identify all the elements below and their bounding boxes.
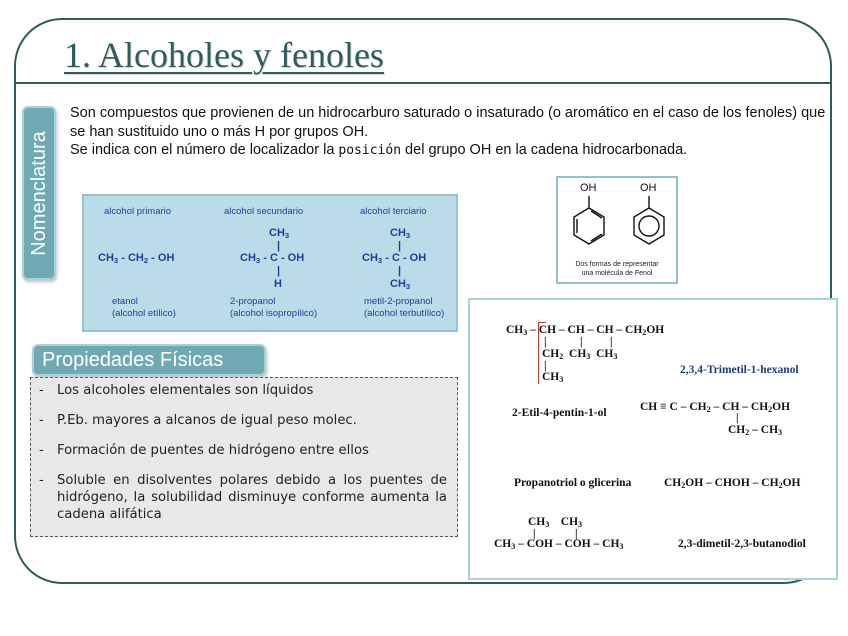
tertiary-alt-name: (alcohol terbutílico) xyxy=(364,308,445,319)
phenol-kekule-icon xyxy=(574,196,604,244)
ex3-formula: $CH_2OH$ – CHOH – $CH_2OH$ xyxy=(664,477,801,490)
ethanol-formula: $CH_3 - CH_2$ - OH xyxy=(98,252,175,265)
properties-list xyxy=(39,382,447,523)
property-item: - Los alcoholes elementales son líquidos xyxy=(39,382,447,399)
primary-name: etanol xyxy=(112,296,138,307)
isopropanol-top-group: $CH_3$ xyxy=(269,227,290,240)
ex3-name: Propanotriol o glicerina xyxy=(514,477,632,489)
primary-label: alcohol primario xyxy=(104,206,172,217)
terbutanol-formula: $CH_3$ - C - OH xyxy=(362,252,427,265)
terbutanol-top-group: $CH_3$ xyxy=(390,227,411,240)
phenol-oh-label-1: OH xyxy=(580,182,597,194)
property-item: - P.Eb. mayores a alcanos de igual peso molec. xyxy=(39,412,447,429)
phenol-aromatic-icon xyxy=(634,196,664,244)
tertiary-label: alcohol terciario xyxy=(360,206,427,217)
ex4-methyls: $CH_3$ $CH_3$ xyxy=(528,516,583,529)
properties-heading: Propiedades Físicas xyxy=(32,344,266,376)
ex4-formula: $CH_3$ – COH – COH – $CH_3$ xyxy=(494,538,624,551)
ex4-name: 2,3-dimetil-2,3-butanodiol xyxy=(678,538,806,550)
properties-box xyxy=(30,377,458,537)
examples-box: $CH_3$ – CH – CH – CH – $CH_2OH$ | | | $CH_2$ $CH_3$ $CH_3$ | $CH_3$ 2,3,4-Trimetil-1-hexanol 2-Etil-4-pentin-1-ol CH ≡ C – $CH_2$ – CH – $CH_2OH$ | $CH_2 - CH_3$ Propanotriol o glicerina $CH_2OH$ – CHOH – $CH_2OH$ $CH_3$ $CH_3$ | | $CH_3$ – COH – COH – $CH_3$ 2,3-dimetil-2,3-butanodiol xyxy=(468,298,838,580)
ex1-name: 2,3,4-Trimetil-1-hexanol xyxy=(680,364,799,376)
intro-line-1: Son compuestos que provienen de un hidrocarburo saturado o insaturado (o aromático en el caso de los fenoles) que se han sustituido uno o más H por grupos OH. xyxy=(70,105,826,140)
intro-line-2: Se indica con el número de localizador la posición del grupo OH en la cadena hidrocarbonada. xyxy=(70,142,688,158)
ex1-main-chain: $CH_3$ – CH – CH – CH – $CH_2OH$ xyxy=(506,324,665,337)
slide-title: 1. Alcoholes y fenoles xyxy=(64,35,384,75)
primary-alt-name: (alcohol etílico) xyxy=(112,308,176,319)
ex2-ethyl: $CH_2 - CH_3$ xyxy=(728,424,783,437)
terbutanol-bottom-group: $CH_3$ xyxy=(390,278,411,291)
ex1-substituents: $CH_2$ $CH_3$ $CH_3$ xyxy=(542,348,618,361)
nomenclatura-tab xyxy=(22,106,56,280)
nomenclatura-tab-label: Nomenclatura xyxy=(27,130,50,256)
phenol-structures xyxy=(558,192,676,264)
ex2-formula: CH ≡ C – $CH_2$ – CH – $CH_2OH$ xyxy=(640,401,791,414)
phenol-oh-label-2: OH xyxy=(640,182,657,194)
secondary-alt-name: (alcohol isopropílico) xyxy=(230,308,318,319)
isopropanol-formula: $CH_3$ - C - OH xyxy=(240,252,305,265)
property-item: - Formación de puentes de hidrógeno entre ellos xyxy=(39,442,447,459)
isopropanol-bottom-group: H xyxy=(274,278,282,290)
alcohol-types-box: alcohol primario alcohol secundario alcohol terciario $CH_3 - CH_2$ - OH $CH_3$ | $CH_3$ - C - OH | H $CH_3$ | $CH_3$ - C - OH | $CH_3$ etanol (alcohol etílico) 2-propanol (alcohol isopropílico) metil-2-propanol (alcohol terbutílico) xyxy=(82,194,458,332)
title-divider xyxy=(16,82,830,84)
ex2-name: 2-Etil-4-pentin-1-ol xyxy=(512,407,607,419)
ex1-terminal-methyl: $CH_3$ xyxy=(542,371,564,384)
phenol-caption-2: una molécula de Fenol xyxy=(581,270,653,277)
posicion-word: posición xyxy=(338,143,402,158)
phenol-caption-1: Dos formas de representar xyxy=(575,261,659,268)
ex1-chain-bracket xyxy=(538,322,539,384)
phenol-box xyxy=(556,176,678,284)
secondary-label: alcohol secundario xyxy=(224,206,304,217)
intro-text xyxy=(70,104,830,161)
tertiary-name: metil-2-propanol xyxy=(364,296,433,307)
secondary-name: 2-propanol xyxy=(230,296,276,307)
property-item: - Soluble en disolventes polares debido a los puentes de hidrógeno, la solubilidad disminuye conforme aumenta la cadena alifática xyxy=(39,472,447,523)
